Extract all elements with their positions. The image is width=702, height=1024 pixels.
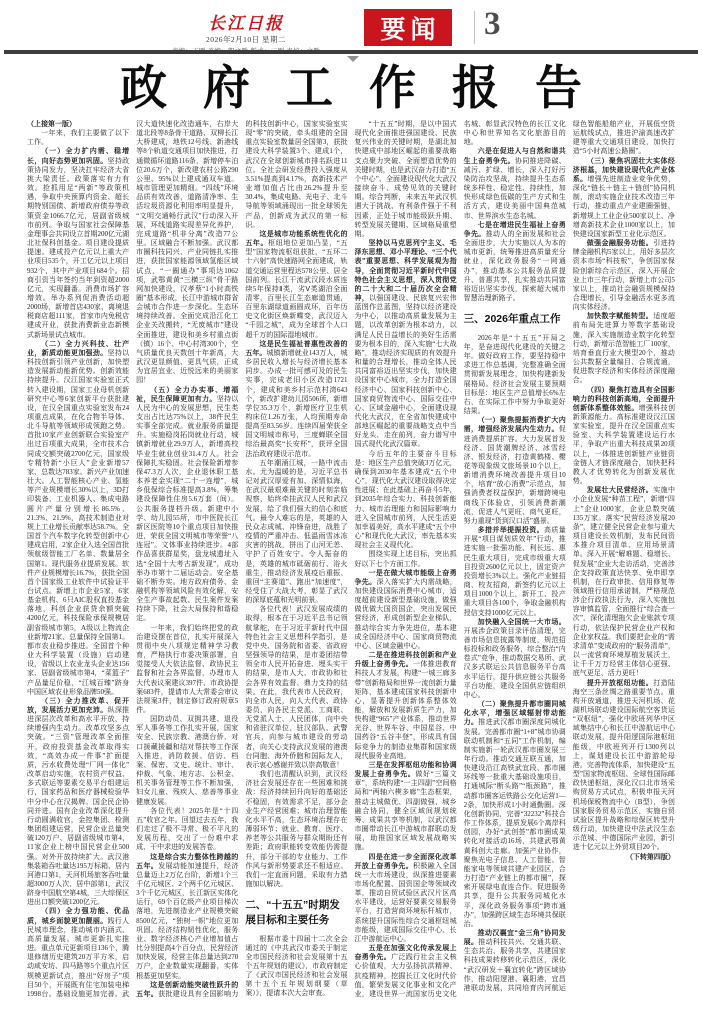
paragraph-lead: 这是创新动能突破性跃升的五年。: [136, 980, 239, 998]
article-paragraph: 多措并举提振投资。高质量开展“项目谋划质效年”行动，推进实施一批强功能、利长远、惠民生重大项目，完成市级重大项目投资2600亿元以上，固定资产投资增长3%以上。强化产业链招商、校友招商，新签约亿元以上项目1000个以上，新开工、投产重大项目各100个，争取金融机构授信支持1000亿元以上。: [463, 526, 566, 617]
paragraph-lead: （四）聚焦打造具有全国影响力的科技创新高地，全面提升创新体系整体效能。: [572, 386, 675, 412]
paragraph-lead: 这是综合实力整体性跨越的五年。: [136, 852, 239, 870]
paragraph-lead: 二是在推进科技创新和产业升级上奋勇争先。: [354, 651, 457, 669]
article-paragraph: 五年潮涌江城，一路中流击水。尤为温暖的是，习近平总书记对武汉厚爱有加、深情似海，在武汉最艰难最关键的时刻亲临视察，始终牵挂武汉人民和武汉发展，给了我们强大的信心和底气。最令人难忘的是，英雄的人民众志成城、冲锋奋进，战胜了疫情的严重冲击、低温雨雪冰冻灾害的挑战，拼出了山河无恙、守护了百姓安宁。令人振奋的是，英雄的城市砥砺前行、浴火重生，推动经济发展疫后重振、重回“主赛道”、跑出“加速度”，经受住了大战大考，彰显了武汉的深厚底蕴和光明前景。: [245, 458, 348, 605]
paragraph-lead: 多措并举提振投资。: [477, 527, 545, 535]
article-paragraph: 这是创新动能突破性跃升的五年。获批建设具有全国影响力的科技创新中心，国家实验室实现“零”的突破，牵头组建的全国重点实验室数量居全国第3，获批建设大科学装置3个、建成1个，武汉在全球创新城市排名跃进11位。全社会研发经费投入强度从3.51%提高到4.17%，高新技术产业增加值占比由26.2%提升至30.4%，集成电路、光电子、北斗导航等领域涌现出一批全球领先产品，创新成为武汉的第一标识。: [136, 120, 348, 998]
paragraph-lead: 坚持以马克思列宁主义、毛泽东思想、邓小平理论、“三个代表”重要思想、科学发展观为指导，全面贯彻习近平新时代中国特色社会主义思想，深入贯彻党的二十大和二十届历次全会精神，: [354, 239, 457, 302]
article-paragraph: 四是在进一步全面深化改革开放上奋勇争先。积极融入全国统一大市场建设，纵深推进要素市场化配置、国资国企等领域改革，推动自贸试验区武汉片区高水平建设，运营好要素交易服务平台，打造营商环境标杆城市，系统提升国际性综合交通枢纽城市能级，建成国际交往中心、长江中游航运中心。: [354, 852, 457, 943]
article-paragraph: 提升开放枢纽功能。打造陆海空三条丝绸之路重要节点。重构开放通道，推进天河机场、花湖机场联动建设国际航空客货运“双枢纽”，强化中欧班列华中区域集结中心和长江中游航运中心联动发展，提升阳逻国际港枢纽能级，中欧班列开行1300列以上，谋划建设长江中游游轮母港。完善物流体系，加快建设“五型”国家物流枢纽、全球性国际邮政快递枢纽，深化汉口北市场采购贸易方式试点，积极申报天河机场保税物流中心（B型），争创国家服务贸易示范区，实施自贸试验区提升战略和综保区转型升级行动，加快建设中法武汉生态示范城、中德国际产业园，新引进十亿元以上外贸项目20个。: [572, 678, 675, 852]
page-title: 政府工作报告: [120, 61, 618, 114]
paragraph-lead: （一）聚焦提振消费扩大内需，增强经济发展内生动力。: [463, 417, 566, 434]
paragraph-lead: 四是在进一步全面深化改革开放上奋勇争先。: [354, 852, 457, 870]
paragraph-lead: 发展壮大民营经济。: [586, 487, 654, 495]
article-paragraph: （五）全力办实事、增福祉，民生保障更加有力。坚持以人民为中心的发展思想，民生类支出占比达75%以上，38件民生实事全部完成。就业服务质量提升。实施稳岗拓岗就业行动，城镇新增就业29.9万人，新增高校毕业生就业创业31.4万人。社会保障扎实稳固。社会保险新增参保47.3万人次，企业退休职工基本养老金实现“二十一连增”，城乡低保综合标准提高3.8%，筹集建设保障性住房5.6万套（间）。公共服务提档升级。新建中小学、幼儿园55所，市中医院长江新区医院等10个重点项目加快推进，荣获全国文明城市等荣誉“八连冠”。文体事业持续进步。4部作品喜获群星奖，盘龙城遗址入选“全国十大考古新发现”，成功举办市第十二届运动会。安全基础不断夯实。地方政府债务、金融机构等领域风险有效化解，安全生产事故起数、民生案件发案持续下降，社会大局保持和谐稳定。: [136, 386, 239, 623]
article-paragraph: （三）全力推改革、促开放，发展活力更加充沛。纵深推进深层次改革和高水平开放，持续增强内生动力。改革攻坚多点突破。“三资”管理改革全面推开，政府投资基金改革取得实效，“高效办成一件事”扩面提质，污水收费处理“厂网一体化”改革启动实施，农村资产权益、多式联运等要素交易平台组建运行，国家药品和医疗器械检验华中分中心在汉揭牌。国企民企协同并进。国有企业改革深化提升行动圆满收官，金控集团、检测集团组建运营，民营企业总量突破120万户、居副省级城市第4，11家企业上榜中国民营企业500强。对外开放持续扩大。武汉港集装箱吞吐量达195万标箱、居内河港口第1，天河机场旅客吞吐量超3000万人次、居中部第1，武汉跻身中国航空第4城，三大综保区进出口额突破1200亿元。: [27, 697, 130, 907]
article-paragraph: 各位代表！武汉发展成绩的取得，根本在于习近平总书记领航掌舵，在于习近平新时代中国特色社会主义思想科学指引，是党中央、国务院和省委、省政府坚强领导的结果，是市委团结带领全市人民开拓奋进、埋头实干的结果，是市人大、市政协和社会各界有效监督、鼎力支持的结果。在此，我代表市人民政府，向全市人民，向人大代表、政协委员，向各民主党派、工商联、无党派人士、人民团体，向中央和省驻汉单位、驻汉部队、武警官兵，向参与城市建设的劳动者，向关心支持武汉发展的港澳台同胞、海外侨胞和国际友人，表示衷心感谢并致以崇高敬意！: [245, 605, 348, 769]
continued-to-note: （下转第四版）: [625, 853, 675, 861]
paragraph-lead: （三）聚焦巩固壮大实体经济根基，加快建设现代化产业体系。: [572, 157, 675, 183]
paragraph-lead: 这是城市功能系统性优化的五年。: [245, 229, 348, 248]
article-paragraph: （一）全力扩内需、稳增长，向好态势更加巩固。坚持政策协同发力，坚决扛牢经济大省挑大梁责任。政策落实有力有效。抢抓用足“两新”等政策机遇，争取中央预算内资金、超长期特别国债、新增政府债券等政策资金1066.7亿元，居副省级城市前列。争取与国家社会保障基金理事会共同设立首期200亿元湖北社保科创基金。项目建设提质提速。建成投产亿元以上重大产业项目535个，开工亿元以上项目932个，其中产业项目684个。招商引资当年签约当年到资超2000亿元，实现翻番。消费市场扩容增效。举办系列促消费活动超2000场，新增首店430家，离境退税商店超111家，首家市内免税店建成开业，获批消费新业态新模式新场景试点城市。: [27, 148, 130, 339]
article-paragraph: 发展壮大民营经济。实施中小企业发展“种苗工程”，新增“四上”企业1000家，企业总数突破135万家。落实“民营经济发展20条”，建立健全民营企业参与重大项目建设长效机制，发布民间资本推介项目清单、应用场景清单。深入开展“解难题、稳增长、促发展”企业大走访活动，完善涉企支持政策直达快享、免申即享机制，在行政审批、信用修复等领域推行信用承诺制，严格规范涉企行政执法行为，深入实施包容审慎监管，全面推行“综合查一次”，深化清理拖欠企业账款专项行动，依法保护民营企业产权和企业家权益。我们要把企业的“需求清单”变成政府的“服务清单”，以一流营商环境厚植发展沃土，让千千万万经营主体信心更强、底气更足、活力更旺！: [572, 486, 675, 678]
date-line: 2026年2月10日 星期二: [205, 35, 287, 44]
article-paragraph: 各位代表！2025年是“十四五”收官之年。回望过去五年，我们走过了极不寻常、极不平凡的发展历程，交出了一份难中求成、干中求进的发展答卷。: [136, 806, 239, 852]
article-paragraph: 国防动员、双拥共建、退役军人事务等工作扎实开展，国家安全、民族宗教、港澳台侨、对口援藏援疆和结对帮扶等工作深入推进，消防救援、信访、档案、保密、文史、统计、审计、仲裁、气象、地方志、公积金、机关事务管理等工作不断加强，妇女儿童、残疾人、慈善等事业健康发展。: [136, 715, 239, 806]
paragraph-lead: （二）全力兴科技、壮产业，新质动能更加强劲。: [27, 340, 130, 357]
article-paragraph: 三是在发挥枢纽功能和协调发展上奋勇争先。做好“三篇文章”，系统构建“一主四副”空间格局和“两轴六楔多廊”生态框架，推动主城做优、四副做强、城乡融合协同，健全区域间规划统筹、成果共享等机制，以武汉都市圈带动长江中游城市群联动发展，助推国家区域发展战略实施。: [354, 760, 457, 852]
article-paragraph: 围绕实现上述目标，突出抓好以下七个方面工作。: [354, 550, 457, 568]
article-paragraph: （四）全力强功能、优品质，城乡面貌更加靓丽。践行人民城市理念，推动城市内涵式、高质量发展。城市更新扎实推进。重点单元更新项目136个，腾退修缮历史建筑20万平方米，启动咸安坊、四马路等5个重点片区规模更新试点，推出“好房子”项目50个，开展既有住宅加装电梯1998台。基础设施更加完善。武汉大道快速化改造通车，右岸大道北段等8条骨干道路、双柳长江大桥建成，地铁12号线、新港线等8个轨道交通项目加快推进，打通微循环道路116条，新增停车泊位20.6万个，新改建农村公路290公里、95%以上建成通双车道。城市管理更加精细。“四线”环境品质有效改善，道路清净率、生活垃圾资源化利用率明显提升，“文明交通畅行武汉”行动深入开展，环线道路实现差异化养护，完成道路“机非分离”改造77公里。区域融合不断加强。武汉都市圈科技同兴、产业同链扎实推进，获批国家能源领域氢能区域试点，“一圈通办”事项达1062项，武鄂黄黄“三横三纵”骨干路网加快建设，汉孝蔡“1小时高铁圈”基本形成，长江中游城市群省会城市合作进一步深化。生态环境持续改善。全面完成沿江化工企业关改搬转，“无废城市”建设全面推进，建设和美乡村重点街（镇）16个、中心村湾300个，空气质量优良天数创十年新高，大武汉更显颜值、更具气质，正成为宜居宜业、近悦远来的美丽家园！: [27, 120, 239, 998]
section-heading: 二、“十五五”时期发展目标和主要任务: [245, 899, 340, 926]
top-rule: [4, 50, 698, 54]
masthead-divider: [474, 11, 475, 44]
article-paragraph: 推动汉襄宜“金三角”协同发展。推动科技共兴、交通共联、生态共治、服务共享，共建国家科技成果转移转化示范区，深化“武汉研发＋襄宜转化”跨区域协作，推动阳逻港、襄阳港、宜昌港联动发展，共同培育内河航运绿色智能船舶产业，开展低空货运航线试点，推进沪渝高速改扩建等重大交通项目建设，加快打造“5小时高速公路圈”。: [463, 120, 675, 992]
article-paragraph: 根据市委十四届十二次全会通过的《中共武汉市委关于制定全市国民经济和社会发展第十五个五年规划的建议》，市政府制定了《武汉市国民经济和社会发展第十五个五年规划纲要（草案）》，提请本次大会审查。: [245, 934, 348, 998]
paragraph-lead: 提升开放枢纽功能。: [586, 679, 654, 687]
paragraph-lead: 六是在促进人与自然和谐共生上奋勇争先。: [463, 147, 566, 165]
article-paragraph: 2026年是“十五五”开局之年，是奋进现代化建设的关键之年。做好政府工作，要坚持稳中求进工作总基调，完整准确全面贯彻新发展理念，加快构建新发展格局。经济社会发展主要预期目标是：地区生产总值增长6%左右，在实际工作中努力争取更好结果。: [463, 333, 566, 416]
paragraph-lead: 加快数字赋能转型。: [586, 313, 654, 321]
paragraph-lead: 加快融入全国统一大市场。: [477, 618, 566, 626]
article-paragraph: 一是在做大城市能级上奋勇争先。深入落实扩大内需战略，加快建设国际消费中心城市，适度超前建设新型基础设施，做强做优做大国资国企，突出发展民营经济，形成创新型企业梯队，推动综合实力争先进位，基本建成全国经济中心、国家商贸物流中心、区域金融中心。: [354, 568, 457, 650]
paragraph-lead: （五）全力办实事、增福祉，民生保障更加有力。: [136, 386, 239, 403]
masthead: [0, 0, 702, 50]
article-paragraph: 坚持以马克思列宁主义、毛泽东思想、邓小平理论、“三个代表”重要思想、科学发展观为指导，全面贯彻习近平新时代中国特色社会主义思想，深入贯彻党的二十大和二十届历次全会精神，以强国建设、民族复兴宏伟蓝图作总蓝图，坚持以经济建设为中心，以推动高质量发展为主题，以改革创新为根本动力，以满足人民日益增长的美好生活需要为根本目的，深入实施“七大战略”，推动经济实现质的有效提升和量的合理增长，推动全体人民共同富裕迈出坚实步伐，加快建设国家中心城市，全力打造全国经济中心、国家科技创新中心、国家商贸物流中心、国际交往中心、区域金融中心，全面建设现代化大武汉，在全省加快建成中部地区崛起的重要战略支点中当好龙头、走在前列，奋力谱写中国式现代化武汉篇章。: [354, 239, 457, 449]
article-columns: [27, 120, 675, 1000]
section-heading: 三、2026年重点工作: [463, 313, 561, 326]
article-paragraph: 一年来，我们主要做了以下工作。: [27, 129, 130, 147]
article-paragraph: （一）聚焦提振消费扩大内需，增强经济发展内生动力。促进消费提质扩容。大力发展首发经济、国货潮牌经济、冰雪经济、银发经济，打造黄鹤楼、樱花等现象级文旅场景10个以上，新增消费环境改善提升项目10个，培育“放心消费”示范点，加强消费者权益保护，新增跨境电商线下体验店，引领消费新潮流，促进人气更旺、商气更旺，努力重现“货到汉口活”盛景。: [463, 417, 566, 525]
article-paragraph: 五是在加强文化传承发展上奋勇争先。广泛践行社会主义核心价值观，大力弘扬抗洪精神、抗疫精神，挖掘长江文化时代价值，繁荣发展文化事业和文化产业，建设世界一流国家历史文化名城、彰显武汉特色的长江文化中心和世界知名文化旅游目的地。: [354, 120, 566, 998]
paragraph-lead: 做强金融服务功能。: [586, 240, 654, 248]
section-label-box: [364, 9, 452, 46]
down-arrow-icon: [347, 56, 359, 62]
page-number: 3: [484, 6, 501, 42]
article-paragraph: 加快融入全国统一大市场。开展涉企政策目录评估清理，完善市场信息披露等制度，规范招标投标和政务服务，综合整治“内卷式”竞争，推动数据交易所、武汉多式联运公共信息服务平台高水平运行，提升供应链公共服务平台功能，建设全国供应链组织中心。: [463, 618, 566, 699]
paragraph-lead: 这是民生福祉普惠性改善的五年。: [245, 339, 348, 357]
article-paragraph: 六是在促进人与自然和谐共生上奋勇争先。协同推进降碳、减污、扩绿、增长，深入打好污染防治攻坚战，持续提升生态系统多样性、稳定性、持续性，加快形成绿色低碳的生产方式和生活方式，建设美丽中国典范城市、世界滨水生态名城。: [463, 147, 566, 220]
paragraph-lead: 推动汉襄宜“金三角”协同发展。: [463, 929, 566, 947]
paragraph-lead: 五是在加强文化传承发展上奋勇争先。: [354, 944, 457, 962]
paragraph-lead: 三是在发挥枢纽功能和协调发展上奋勇争先。: [354, 760, 457, 779]
paragraph-lead: （一）全力扩内需、稳增长，向好态势更加巩固。: [27, 148, 130, 165]
paragraph-lead: 一是在做大城市能级上奋勇争先。: [354, 568, 457, 586]
paragraph-lead: （三）全力推改革、促开放，发展活力更加充沛。: [27, 697, 130, 714]
article-paragraph: （四）聚焦打造具有全国影响力的科技创新高地，全面提升创新体系整体效能。增强科技创新策源能力。高标准建设汉江国家实验室，提升在汉全国重点实验室、大科学装置建设运行水平，争取产出重大科技成果20项以上，一体推进创新链产业链资金链人才链深度融合，加快把科教人才优势转化为创新发展优势。: [572, 386, 675, 486]
masthead-left: [140, 15, 352, 55]
article-paragraph: “十五五”时期，是以中国式现代化全面推进强国建设、民族复兴伟业的关键时期，是湖北加快建成中部地区崛起的重要战略支点聚力突破、全面塑造优势的关键时期，也是武汉奋力打造“五个中心”、全面建设现代化大武汉接续奋斗、成势见效的关键时期。综合判断，未来五年武汉机遇大于挑战、有利条件强于不利因素，正处于城市能级跃升期、转型发展关键期、区域格局重塑期。: [354, 120, 457, 238]
article-paragraph: 七是在增进民生福祉上奋勇争先。推动人的全面发展和社会全面进步，大力实施以人为本的城市更新，统筹推进高质量充分就业，深化政务服务“一网通办”，推动基本公共服务品质提升、普惠共享，扎实推动共同富裕迈出坚实步伐，探索超大城市智慧治理新路子。: [463, 220, 566, 302]
paper-logo: 长江日报: [208, 14, 284, 33]
article-paragraph: 做强金融服务功能。引进持牌金融机构5家以上，用好多层次资本市场“科技板”，争创国家保险创新综合示范区，深入开展企业上市三年行动，新增上市公司5家以上，推动社会融资规模保持合理增长，引导金融活水更多流向实体经济。: [572, 239, 675, 312]
article-paragraph: 我们也清醒认识到，武汉经济社会发展还存在一些困难和挑战：经济持续回升向好的基础还不稳固，有效需求不足，部分企业生产经营困难；城市治理智能化水平不高，生态环境治理存在薄弱环节；就业、教育、医疗、养老等公共服务与群众期盼还有差距；政府职能转变效能仍需提升，部分干部的专业能力、工作作风与新形势要求还不相适应。我们一定直面问题，采取有力措施加以解决。: [245, 770, 348, 888]
article-paragraph: （二）全力兴科技、壮产业，新质动能更加强劲。坚持以科技创新引领产业创新，加快塑造发展新动能新优势。创新效能持续提升。汉江国家实验室正式转入建设期，国家工业母机创新研究中心等6家创新平台获批建设，在汉全国重点实验室发布24项重点成果，在化合物半导体、北斗导航等领域形成领跑之势。首批10家产业创新联合实验室产出过百项重大成果，全市技术合同成交额突破2700亿元，国家级专精特新“小巨人”企业新增57家、总数达783家。新兴产业加速壮大。人工智能核心产业、氢能等产业规模增长30%以上，3D打印装备、工业机器人、集成电路圆片产量分别增长86.5%、21.3%、21.9%，高技术制造业对规上工业增长贡献率达58.7%。全国首个汽车数字化转型创新中心建成启用，2家企业入选全国首批领航级智能工厂名单、数量居全国第1。现代服务业提质发展。软件产业规模增长16.7%，获批全国首个国家级工业软件中试验证平台试点。新增上市企业5家，6家基金机构、6只AIC股权直投基金落地，科创企业获贷余额突破4200亿元，科技保险承保规模居副省级城市第5，A级以上物流企业新增21家、总量保持全国第1。都市农业稳步推进。全国首个种业大科学装置（设施）启动建设，省级以上农业龙头企业达156家、居副省级城市第4，“菜篮子”产品量足价稳，“江城百臻”跻身中国区域农业形象品牌50强。: [27, 340, 130, 696]
continued-from-note: （上接第一版）: [27, 121, 76, 128]
article-paragraph: 今后五年的主要奋斗目标是：地区生产总值突破3万亿元，确保到2030年基本建成“五个中心”，现代化大武汉建设取得决定性进展；在此基础上再奋斗5年，到2035年综合实力、科技创新能力、城市治理能力和国际影响力进入全国城市前列，人民生活更加幸福美好，高水平建成“五个中心”和现代化大武汉，率先基本实现社会主义现代化。: [354, 449, 457, 550]
article-paragraph: 二是在推进科技创新和产业升级上奋勇争先。一体推进教育科技人才发展，构建“一城三廊多带”创新格局和世界一流创新力量矩阵，基本建成国家科技创新中心，显著提升创新体系整体效能，解放和发展新质生产力，加快构建“965”产业体系，推动世界光谷、世界车谷、中国星谷、中国药谷“五谷丰登”，形成具有国际竞争力的制造业集群和国家级现代服务业高地。: [354, 651, 457, 760]
article-paragraph: 一年来，我们始终把党的政治建设摆在首位，扎实开展深入贯彻中央八项规定精神学习教育，严格执行市委决策部署，自觉接受人大依法监督、政协民主监督和社会各界监督，办理市人大代表议案建议397件、市政协提案683件，提请市人大常委会审议法规案3件，制定修订政府规章5件。: [136, 623, 239, 714]
article-paragraph: 这是综合实力整体性跨越的五年。发展动能加速提升，经济总量迈上2万亿台阶，新增1个三千亿元城区、2个两千亿元城区、3个千亿元城区，长江新区实体化运行，69个百亿级产业项目梯次落地，先进制造业产业规模突破8500亿元，“独树一帜”地位更加巩固。经济结构韧性优化，服务业、数字经济核心产业增加值占比分别提高4个百分点，民营经济加快发展，经营主体总量达到270万户，企业数量实现翻番，实体根基更加坚实。: [136, 852, 239, 980]
article-paragraph: （三）聚焦巩固壮大实体经济根基，加快建设现代化产业体系。增强先进制造业竞争优势，深化“链长＋链主＋链创”协同机制，滚动实施企业技术改造三年行动，推动重点产业建圈强链，新增规上工业企业500家以上、净增高新技术企业1000家以上，加快建设国家新型工业化示范区。: [572, 157, 675, 238]
paragraph-lead: 七是在增进民生福祉上奋勇争先。: [463, 220, 566, 238]
article-paragraph: （二）聚焦提升都市圈同城化水平，增强区域辐射带动能力。推进武汉都市圈深度同城化发展。完善都市圈“1+8”城市协调联动机制和“五同”工作机制，编制实施新一轮武汉都市圈发展三年行动。推动交通互联互通，加快建设沿江高铁武宜段、都市圈环线等一批重大基础设施项目，打通城际“断头路”“瓶颈路”，推动都市圈客运铁路公交化运营1—2条，加快形成1小时通勤圈。深化创新协同，完善“32232”科技合作工作体系，提质发展6个离岸科创园，办好“武创荟”都市圈成果转化对接活动16场，共建武鄂黄黄科创大走廊。加强产业协作，聚焦光电子信息、人工智能、智能家电等领域共建产业园区，合力打造“产业链上的都市圈”，探索开展绿电直连合作。促进服务共享，提升公共服务同城化水平，深化政务服务事项“跨市通办”，加强跨区域生态环境共保联治。: [463, 701, 566, 928]
article-paragraph: 这是城市功能系统性优化的五年。枢纽地位更加凸显，“五型”国家物流枢纽获批，“五环二十六射”高快速路网全面建成，轨道交通运营里程达578公里、居全国前列。长江干流武汉段水质连续5年保持Ⅱ类，劣Ⅴ类湖泊全面清零，百里长江生态廊道贯通，百里东湖绿道画圆成环，百年历史文化街区焕新蝶变，武汉迈入“千园之城”，成为全球首个人口超千万的国际湿地城市。: [245, 229, 348, 339]
section-label: 要闻: [380, 15, 441, 44]
article-paragraph: 这是民生福祉普惠性改善的五年。城镇新增就业143万人，城乡居民收入增长与经济增长基本同步。办成一批可感可及的民生实事，完成老旧小区改造1721个，建成和美乡村示范村湾643个，新改扩建幼儿园506所，新增学位35.3万个，新增医疗卫生机构床位1.26万张，人均预期寿命提高至83.56岁。连续四届荣获全国文明城市称号，三度蝉联全国综治最高奖“长安杯”，获评全国法治政府建设示范市。: [245, 339, 348, 458]
article-paragraph: 加快数字赋能转型。适度超前布局先进算力等数字基础设施，深入实施制造业数字化转型行动，新增示范智能工厂100家，培育垂直行业大模型20个，推动公共数据全量编目、合规流通，促进数字经济和实体经济深度融合。: [572, 312, 675, 385]
paragraph-lead: （二）聚焦提升都市圈同城化水平，增强区域辐射带动能力。: [463, 701, 566, 727]
paragraph-lead: （四）全力强功能、优品质，城乡面貌更加靓丽。: [27, 908, 130, 925]
